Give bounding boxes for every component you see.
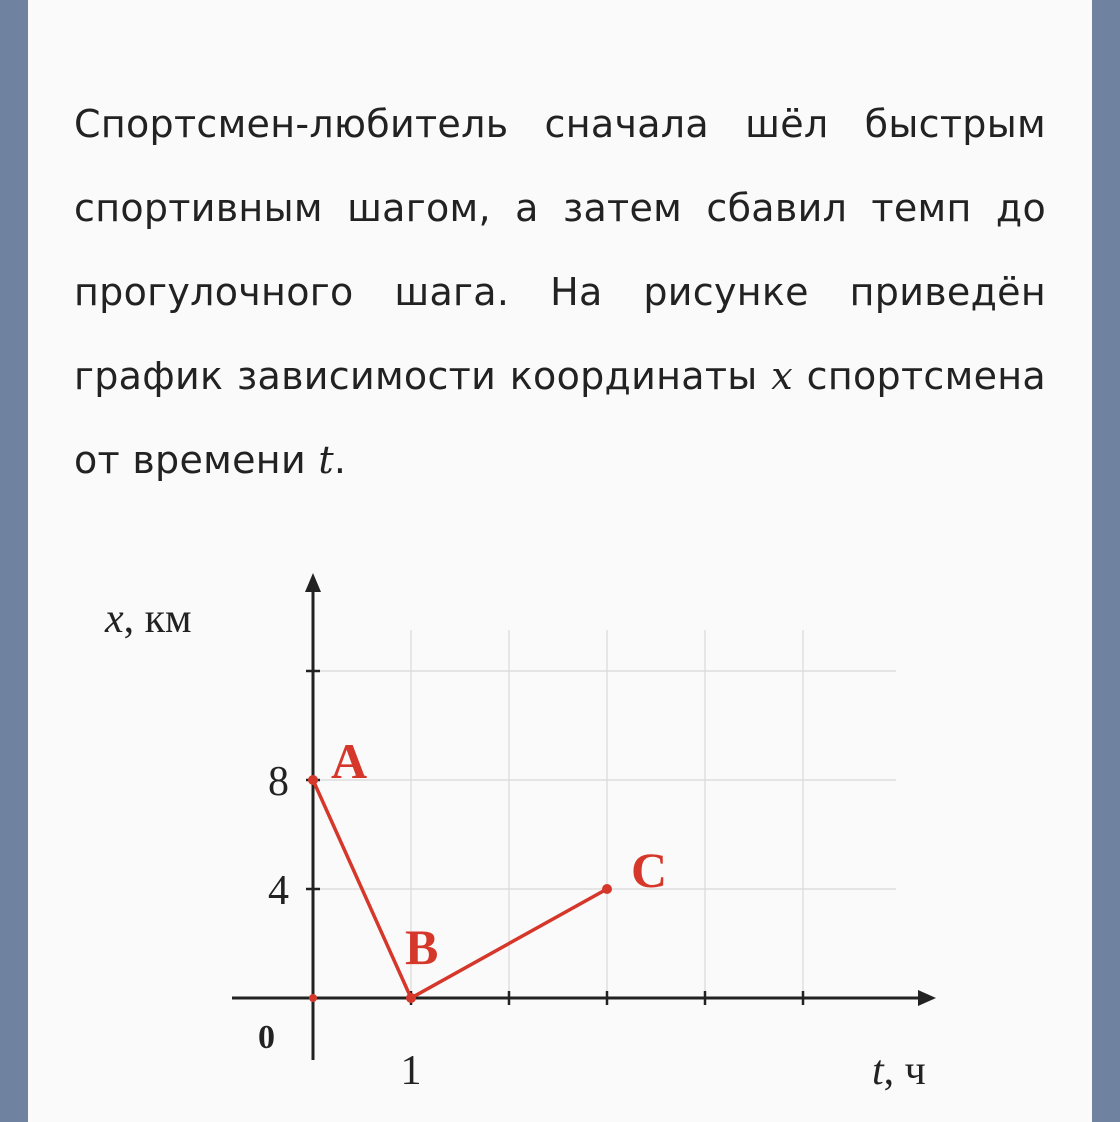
problem-text-end: . [333, 438, 347, 482]
point-c [602, 884, 612, 894]
point-label-c: C [631, 842, 668, 898]
t-axis-arrow [918, 990, 936, 1006]
problem-text-part-1: Спортсмен-любитель сначала шёл быстрым спортивным шагом, а затем сбавил темп до прогулочного шага. На рисунке приведён график зависимости координаты [74, 102, 1046, 398]
y-axis-label: x, км [105, 596, 192, 642]
variable-t: t [318, 438, 334, 482]
variable-x: x [771, 354, 793, 398]
x-tick-label: 1 [400, 1048, 422, 1094]
point-label-a: A [331, 733, 368, 789]
point-a [308, 775, 318, 785]
point-b [406, 993, 416, 1003]
series [308, 733, 667, 1003]
y-tick-label: 4 [268, 868, 289, 914]
axes [232, 573, 936, 1060]
x-axis-arrow [305, 573, 321, 592]
y-tick-label: 8 [268, 759, 289, 805]
ticks [306, 671, 803, 1005]
x-axis-label: t, ч [872, 1048, 926, 1094]
point-label-b: B [405, 919, 439, 975]
tick-labels [268, 759, 422, 1094]
problem-text-part-2: спортсмена от времени [74, 354, 1046, 482]
origin-label: 0 [258, 1019, 275, 1056]
grid [313, 630, 896, 998]
origin-point [309, 994, 317, 1002]
